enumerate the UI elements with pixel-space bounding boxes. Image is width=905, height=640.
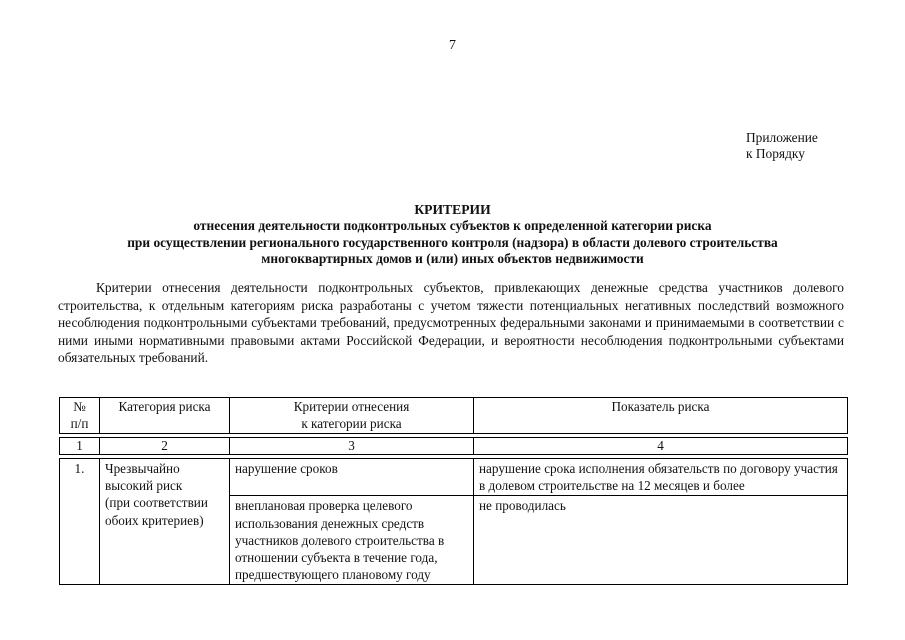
column-number-3: 3 <box>230 438 474 455</box>
table-row <box>60 459 848 496</box>
table-header-row <box>60 398 848 434</box>
column-number-2: 2 <box>100 438 230 455</box>
column-number-1: 1 <box>60 438 100 455</box>
header-indicator-text: Показатель риска <box>611 399 710 414</box>
row-category-line-4: обоих критериев) <box>105 512 204 528</box>
document-title <box>60 202 845 268</box>
header-criteria <box>230 398 474 434</box>
intro-paragraph <box>58 279 844 367</box>
title-line-3: многоквартирных домов и (или) иных объектов недвижимости <box>261 251 644 267</box>
title-heading: КРИТЕРИИ <box>414 202 491 217</box>
header-indicator <box>474 398 848 434</box>
header-num <box>60 398 100 434</box>
header-num-line-1: № <box>73 399 86 414</box>
header-category <box>100 398 230 434</box>
header-num-line-2: п/п <box>70 415 89 431</box>
intro-text: Критерии отнесения деятельности подконтрольных субъектов, привлекающих денежные средства участников долевого строительства, к отдельным категориям риска разработаны с учетом тяжести потенциальных негативных последствий возможного несоблюдения подконтрольными субъектами требований, предусмотренных федеральными законами и принимаемыми в соответствии с ними иными нормативными правовыми актами Российской Федерации, и вероятности несоблюдения подконтрольными субъектами обязательных требований. <box>58 280 844 366</box>
row-number: 1. <box>60 459 100 585</box>
column-number-4: 4 <box>474 438 848 455</box>
appendix-line-2: к Порядку <box>746 146 805 161</box>
appendix-note <box>746 130 818 162</box>
page-number: 7 <box>449 38 456 53</box>
header-category-text: Категория риска <box>118 399 211 414</box>
header-criteria-line-2: к категории риска <box>301 415 402 431</box>
header-criteria-line-1: Критерии отнесения <box>293 399 410 414</box>
row-category <box>100 459 230 585</box>
row-category-line-3: (при соответствии <box>105 495 208 511</box>
row-indicator-2: не проводилась <box>474 496 848 585</box>
column-number-row <box>60 438 848 455</box>
row-category-line-2: высокий риск <box>105 478 183 494</box>
row-indicator-1: нарушение срока исполнения обязательств по договору участия в долевом строительстве на 12 месяцев и более <box>474 459 848 496</box>
appendix-line-1: Приложение <box>746 130 818 145</box>
row-criteria-2: внеплановая проверка целевого использования денежных средств участников долевого строительства в отношении субъекта в течение года, предшествующего плановому году <box>230 496 474 585</box>
row-category-line-1: Чрезвычайно <box>105 461 180 476</box>
title-line-1: отнесения деятельности подконтрольных субъектов к определенной категории риска <box>193 218 712 234</box>
title-line-2: при осуществлении регионального государственного контроля (надзора) в области долевого строительства <box>127 234 778 250</box>
row-criteria-1: нарушение сроков <box>230 459 474 496</box>
criteria-table <box>59 397 848 585</box>
